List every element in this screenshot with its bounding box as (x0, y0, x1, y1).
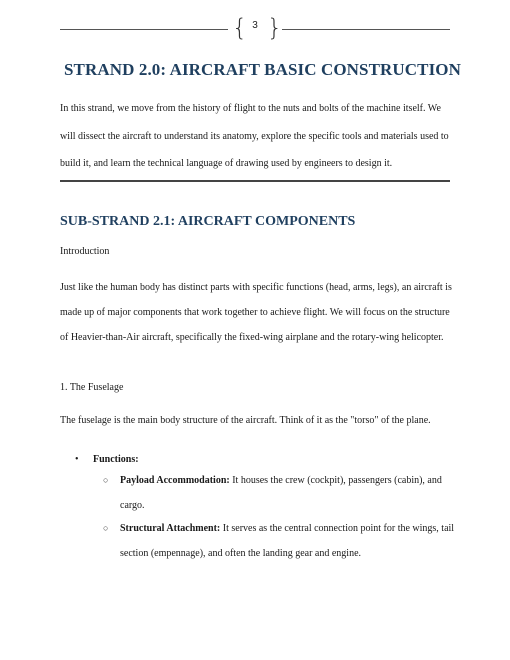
header-rule-left (60, 29, 228, 30)
functions-label: Functions: (93, 454, 139, 465)
intro-paragraph: In this strand, we move from the history of flight to the nuts and bolts of the machine itself. We will dissect the aircraft to understand its anatomy, explore the specific tools and materials used to build it, and learn the technical language of drawing used by engineers to design it. (60, 103, 449, 169)
strand-title: STRAND 2.0: AIRCRAFT BASIC CONSTRUCTION (64, 60, 462, 79)
functions-bullet (75, 452, 139, 468)
fuselage-heading: 1. The Fuselage (60, 382, 124, 393)
list-item-term: Structural Attachment: (120, 523, 221, 534)
circle-bullet-icon: ○ (103, 475, 109, 485)
introduction-label: Introduction (60, 246, 110, 257)
bullet-icon: • (75, 454, 79, 465)
fuselage-paragraph: The fuselage is the main body structure of the aircraft. Think of it as the "torso" of the plane. (60, 415, 431, 426)
header-rule-right (282, 29, 450, 30)
right-brace-decoration: } (267, 14, 283, 42)
list-item-text (120, 468, 455, 518)
list-item-text (120, 516, 455, 566)
list-item-description: It houses the crew (cockpit), passengers (cabin), and cargo. (120, 475, 442, 511)
page-header (60, 14, 450, 44)
list-item-description: It serves as the central connection point for the wings, tail section (empennage), and often the landing gear and engine. (120, 523, 455, 559)
circle-bullet-icon: ○ (103, 523, 109, 533)
left-brace-decoration: { (232, 14, 248, 42)
section-divider (60, 180, 450, 182)
substrand-title: SUB-STRAND 2.1: AIRCRAFT COMPONENTS (60, 214, 356, 229)
list-item-term: Payload Accommodation: (120, 475, 230, 486)
components-paragraph: Just like the human body has distinct parts with specific functions (head, arms, legs), an aircraft is made up of major components that work together to achieve flight. We will focus on the structure of Heavier-than-Air aircraft, specifically the fixed-wing airplane and the rotary-wing helicopter. (60, 282, 452, 343)
page-number: 3 (252, 20, 258, 31)
